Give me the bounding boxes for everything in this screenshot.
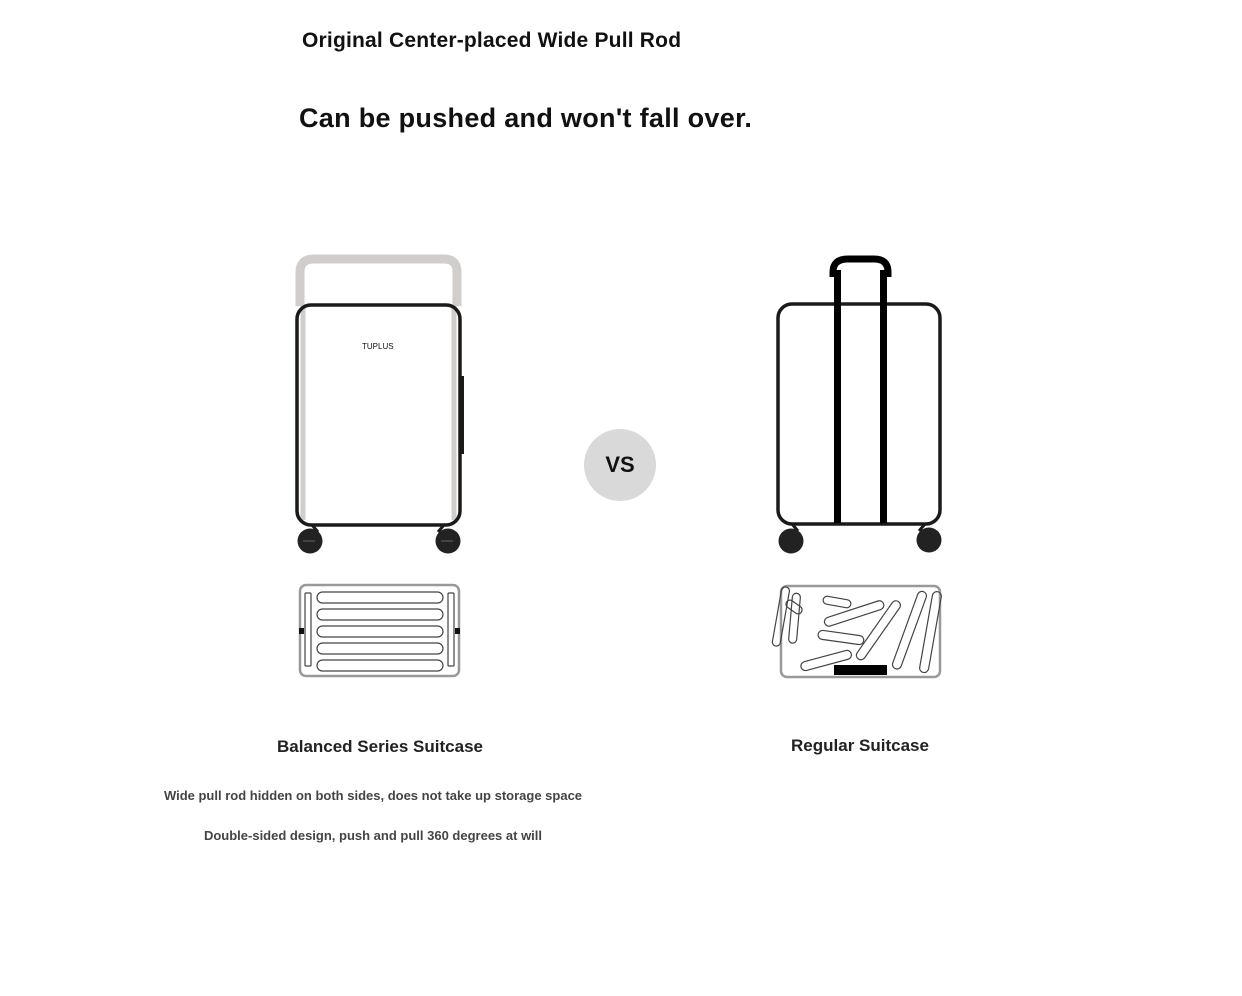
clothing-roll [317,592,443,603]
side-handle [460,376,464,454]
vs-label: VS [605,452,635,477]
clothing-item [919,591,942,673]
regular-suitcase-label: Regular Suitcase [791,736,929,755]
brand-logo: TUPLUS [362,342,394,351]
interior-box-right [781,586,940,677]
rod-left [834,270,841,523]
clothing-item [855,599,903,662]
clothing-item [784,599,803,616]
wheel-right [436,529,461,554]
clothing-roll [317,660,443,671]
clothing-item [772,586,790,646]
interior-box-left [300,585,459,676]
center-pull-rod [833,259,888,277]
balanced-suitcase-label: Balanced Series Suitcase [276,737,483,756]
clothing-roll [317,626,443,637]
feature-hidden-rod: Wide pull rod hidden on both sides, does not take up storage space [163,788,583,803]
wheel-right [917,528,942,553]
wheel-left [298,529,323,554]
rod-right [880,270,887,523]
wheel-left [779,529,804,554]
vs-badge [584,429,656,501]
clothing-item [823,600,885,628]
feature-double-sided: Double-sided design, push and pull 360 degrees at will [203,828,543,843]
interior-rod-block [834,665,887,675]
suitcase-body [297,305,460,525]
interior-rod-right [448,593,454,666]
headline: Original Center-placed Wide Pull Rod [302,29,682,52]
clothing-item [891,590,928,670]
suitcase-body [778,304,940,524]
clothing-roll [317,609,443,620]
clothing-roll [317,643,443,654]
wide-pull-rod [300,259,457,306]
clothing-item [823,596,852,609]
clothing-item [818,630,865,645]
interior-rod-left [305,593,311,666]
clothing-item [800,649,853,671]
clothing-item [788,593,800,644]
subheadline: Can be pushed and won't fall over. [299,103,753,133]
